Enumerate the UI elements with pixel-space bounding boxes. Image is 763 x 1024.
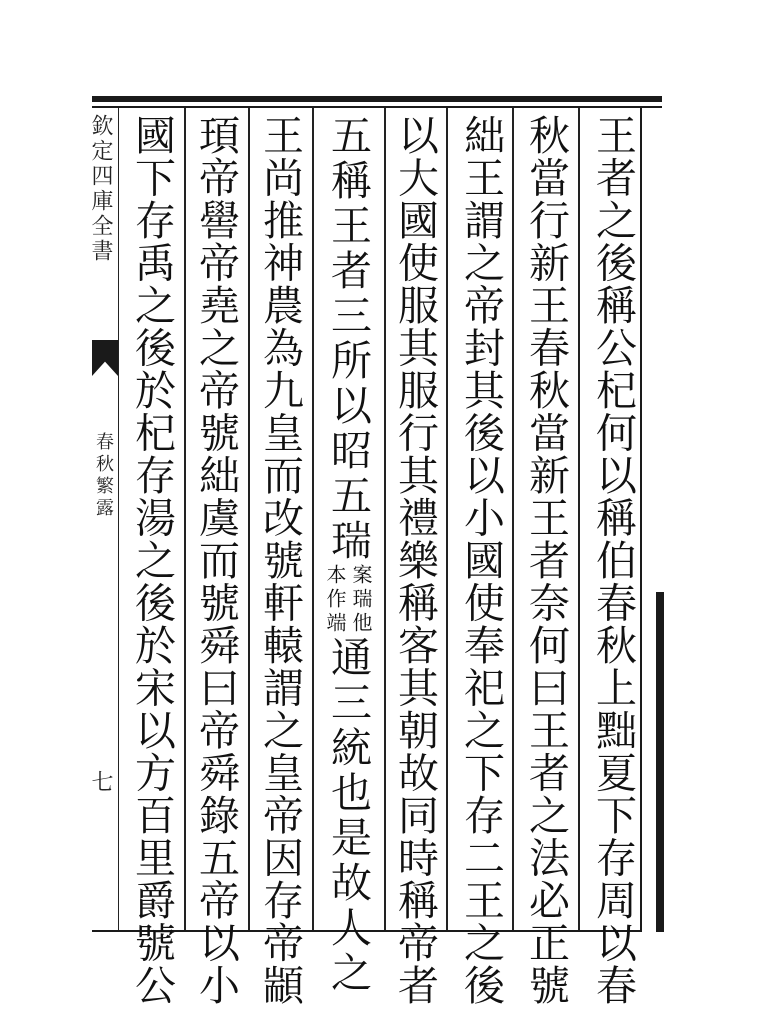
column-text: 王尚推神農為九皇而改號軒轅謂之皇帝因存帝顓 bbox=[256, 114, 304, 1007]
text-column bbox=[583, 114, 643, 1007]
note-left: 本作端 bbox=[323, 564, 347, 636]
column-divider bbox=[446, 108, 448, 930]
column-text: 絀王謂之帝封其後以小國使奉祀之下存二王之後 bbox=[457, 114, 505, 1007]
column-divider bbox=[312, 108, 314, 930]
column-text-before-note: 五稱王者三所以昭五瑞 bbox=[324, 114, 372, 564]
text-column bbox=[451, 114, 511, 1007]
column-text: 國下存禹之後於杞存湯之後於宋以方百里爵號公 bbox=[128, 114, 176, 1007]
book-title: 春秋繁露 bbox=[93, 432, 114, 520]
text-column bbox=[516, 114, 576, 1007]
text-column bbox=[122, 114, 182, 1007]
text-column-with-note bbox=[318, 114, 378, 996]
text-column bbox=[186, 114, 246, 1007]
note-right: 案瑞他 bbox=[349, 564, 373, 636]
collection-title: 欽定四庫全書 bbox=[88, 114, 113, 264]
page-number: 七 bbox=[88, 770, 113, 792]
column-text: 頊帝嚳帝堯之帝號絀虞而號舜曰帝舜錄五帝以小 bbox=[192, 114, 240, 1007]
right-border-shadow bbox=[656, 592, 664, 932]
column-text: 王者之後稱公杞何以稱伯春秋上黜夏下存周以春 bbox=[589, 114, 637, 1007]
text-column bbox=[250, 114, 310, 1007]
text-column bbox=[385, 114, 445, 1007]
column-text: 以大國使服其服行其禮樂稱客其朝故同時稱帝者 bbox=[391, 114, 439, 1007]
interlinear-note bbox=[323, 564, 373, 636]
column-text: 秋當行新王春秋當新王者奈何曰王者之法必正號 bbox=[522, 114, 570, 1007]
column-divider bbox=[578, 108, 580, 930]
top-border-thick bbox=[92, 96, 662, 102]
column-divider bbox=[512, 108, 514, 930]
column-text-after-note: 通三統也是故人之 bbox=[324, 636, 372, 996]
